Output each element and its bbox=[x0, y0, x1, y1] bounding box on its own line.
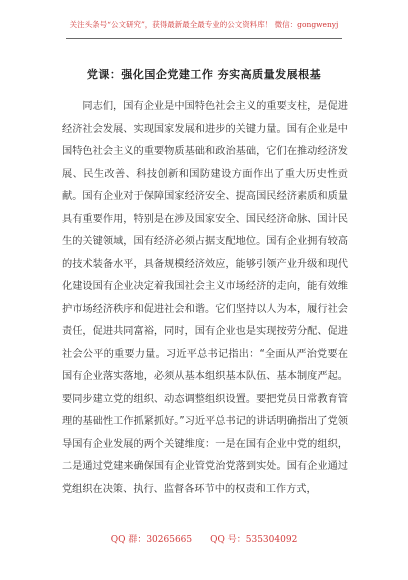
footer-qq-group: QQ 群：30265665 bbox=[110, 535, 193, 545]
footer-qq-number: QQ 号：535304092 bbox=[210, 535, 298, 545]
footer-contact bbox=[0, 532, 408, 545]
body-paragraph: 同志们，国有企业是中国特色社会主义的重要支柱，是促进经济社会发展、实现国家发展和进步的关键力量。国有企业是中国特色社会主义的重要物质基础和政治基础，它们在推动经济发展、民生改善、科技创新和国防建设方面作出了重大历史性贡献。国有企业对于保障国家经济安全、提高国民经济素质和质量具有重要作用，特别是在涉及国家安全、国民经济命脉、国计民生的关键领域，国有经济必须占据支配地位。国有企业拥有较高的技术装备水平，具备规模经济效应，能够引领产业升级和现代化建设国有企业决定着我国社会主义市场经济的走向，能有效维护市场经济秩序和促进社会和谐。它们坚持以人为本，履行社会责任，促进共同富裕，同时，国有企业也是实现按劳分配、促进社会公平的重要力量。习近平总书记指出：“全面从严治党要在国有企业落实落地，必须从基本组织基本队伍、基本制度严起。要同步建立党的组织、动态调整组织设置。要把党员日常教育管理的基础性工作抓紧抓好。”习近平总书记的讲话明确指出了党领导国有企业发展的两个关键维度：一是在国有企业中党的组织，二是通过党建来确保国有企业管党治党落到实处。国有企业通过党组织在决策、执行、监督各环节中的权责和工作方式， bbox=[62, 101, 348, 495]
page-title: 党课：强化国企党建工作 夯实高质量发展根基 bbox=[86, 68, 322, 81]
header-divider bbox=[66, 38, 342, 39]
header-banner: 关注头条号“公文研究”，获得最新最全最专业的公文资料库！ 微信：gongwenyj bbox=[69, 20, 339, 29]
